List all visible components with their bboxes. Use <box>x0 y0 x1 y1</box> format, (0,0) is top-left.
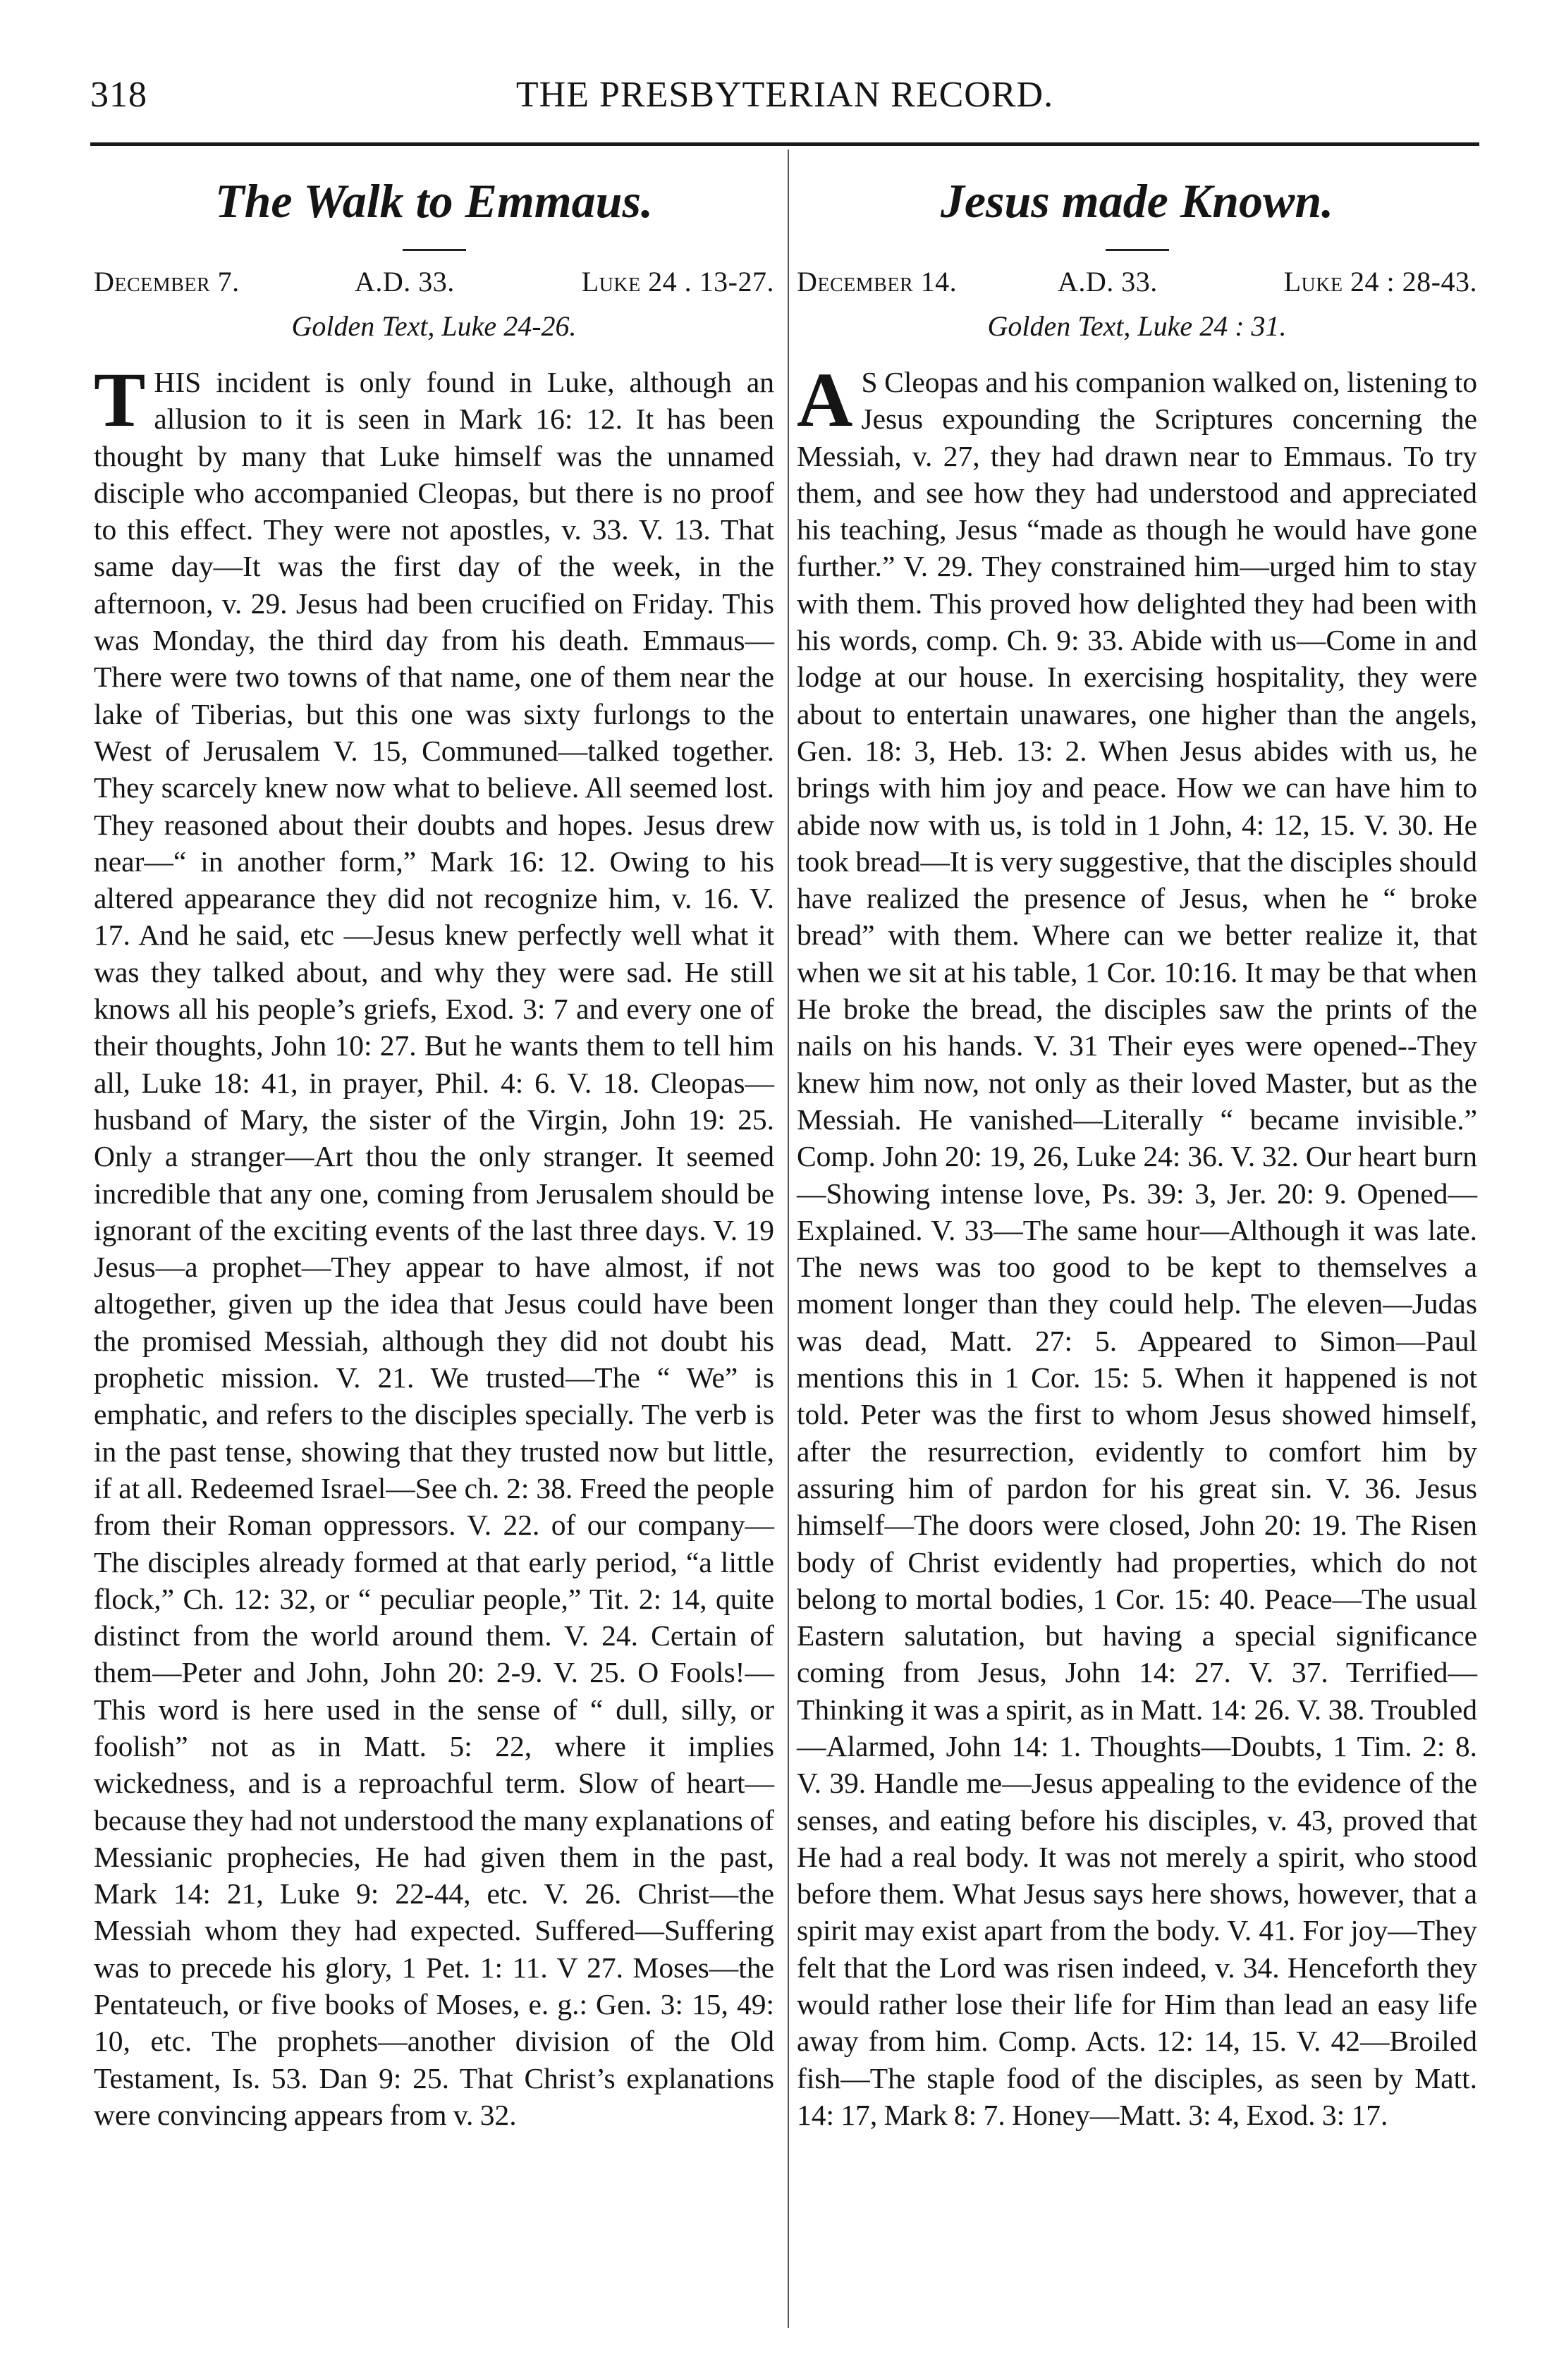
lesson-passage: Luke 24 : 28-43. <box>1283 266 1477 298</box>
title-rule <box>403 249 466 251</box>
lesson-year: A.D. 33. <box>355 266 455 298</box>
lesson-passage: Luke 24 . 13-27. <box>581 266 774 298</box>
lesson-reference <box>797 265 1477 305</box>
title-rule <box>1106 249 1169 251</box>
drop-cap: T <box>94 357 146 443</box>
header-rule <box>90 142 1479 146</box>
lesson-text: HIS incident is only found in Luke, although an allusion to it is seen in Mark 16: 12. It has been thought by many that Luke himself was the unnamed disciple who accompanied Cleopas, but there is no proof to this effect. They were not apostles, v. 33. V. 13. That same day—It was the first day of the week, in the afternoon, v. 29. Jesus had been crucified on Friday. This was Monday, the third day from his death. Emmaus—There were two towns of that name, one of them near the lake of Tiberias, but this one was sixty furlongs to the West of Jerusalem V. 15, Communed—talked together. They scarcely knew now what to believe. All seemed lost. They reasoned about their doubts and hopes. Jesus drew near—“ in another form,” Mark 16: 12. Owing to his altered appearance they did not recognize him, v. 16. V. 17. And he said, etc —Jesus knew perfectly well what it was they talked about, and why they were sad. He still knows all his people’s griefs, Exod. 3: 7 and every one of their thoughts, John 10: 27. But he wants them to tell him all, Luke 18: 41, in prayer, Phil. 4: 6. V. 18. Cleopas—husband of Mary, the sister of the Virgin, John 19: 25. Only a stranger—Art thou the only stranger. It seemed incredible that any one, coming from Jerusalem should be ignorant of the exciting events of the last three days. V. 19 Jesus—a prophet—They appear to have almost, if not altogether, given up the idea that Jesus could have been the promised Messiah, although they did not doubt his prophetic mission. V. 21. We trusted—The “ We” is emphatic, and refers to the disciples specially. The verb is in the past tense, showing that they trusted now but little, if at all. Redeemed Israel—See ch. 2: 38. Freed the people from their Roman oppressors. V. 22. of our company—The disciples already formed at that early period, “a little flock,” Ch. 12: 32, or “ peculiar people,” Tit. 2: 14, quite distinct from the world around them. V. 24. Certain of them—Peter and John, John 20: 2-9. V. 25. O Fools!—This word is here used in the sense of “ dull, silly, or foolish” not as in Matt. 5: 22, where it implies wickedness, and is a reproachful term. Slow of heart—because they had not understood the many explanations of Messianic prophecies, He had given them in the past, Mark 14: 21, Luke 9: 22-44, etc. V. 26. Christ—the Messiah whom they had expected. Suffered—Suffering was to precede his glory, 1 Pet. 1: 11. V 27. Moses—the Pentateuch, or five books of Moses, e. g.: Gen. 3: 15, 49: 10, etc. The prophets—another division of the Old Testament, Is. 53. Dan 9: 25. That Christ’s explanations were convincing appears from v. 32. <box>94 366 774 2131</box>
lesson-body <box>94 357 774 2133</box>
page-number: 318 <box>90 75 147 115</box>
section-title: The Walk to Emmaus. <box>215 174 653 228</box>
running-head <box>90 74 1479 130</box>
lesson-date: December 14. <box>797 266 958 298</box>
golden-text: Golden Text, Luke 24 : 31. <box>987 310 1287 342</box>
journal-title: THE PRESBYTERIAN RECORD. <box>515 75 1054 115</box>
lesson-year: A.D. 33. <box>1058 266 1158 298</box>
lesson-column-left <box>94 166 774 2133</box>
lesson-column-right <box>797 166 1477 2133</box>
lesson-body <box>797 357 1477 2133</box>
section-title: Jesus made Known. <box>940 174 1334 228</box>
lesson-date: December 7. <box>94 266 240 298</box>
lesson-text: S Cleopas and his companion walked on, listening to Jesus expounding the Scriptures concerning the Messiah, v. 27, they had drawn near to Emmaus. To try them, and see how they had understood and appreciated his teaching, Jesus “made as though he would have gone further.” V. 29. They constrained him—urged him to stay with them. This proved how delighted they had been with his words, comp. Ch. 9: 33. Abide with us—Come in and lodge at our house. In exercising hospitality, they were about to entertain unawares, one higher than the angels, Gen. 18: 3, Heb. 13: 2. When Jesus abides with us, he brings with him joy and peace. How we can have him to abide now with us, is told in 1 John, 4: 12, 15. V. 30. He took bread—It is very suggestive, that the disciples should have realized the presence of Jesus, when he “ broke bread” with them. Where can we better realize it, that when we sit at his table, 1 Cor. 10:16. It may be that when He broke the bread, the disciples saw the prints of the nails on his hands. V. 31 Their eyes were opened--They knew him now, not only as their loved Master, but as the Messiah. He vanished—Literally “ became invisible.” Comp. John 20: 19, 26, Luke 24: 36. V. 32. Our heart burn—Showing intense love, Ps. 39: 3, Jer. 20: 9. Opened—Explained. V. 33—The same hour—Although it was late. The news was too good to be kept to themselves a moment longer than they could help. The eleven—Judas was dead, Matt. 27: 5. Appeared to Simon—Paul mentions this in 1 Cor. 15: 5. When it happened is not told. Peter was the first to whom Jesus showed himself, after the resurrection, evidently to comfort him by assuring him of pardon for his great sin. V. 36. Jesus himself—The doors were closed, John 20: 19. The Risen body of Christ evidently had properties, which do not belong to mortal bodies, 1 Cor. 15: 40. Peace—The usual Eastern salutation, but having a special significance coming from Jesus, John 14: 27. V. 37. Terrified—Thinking it was a spirit, as in Matt. 14: 26. V. 38. Troubled—Alarmed, John 14: 1. Thoughts—Doubts, 1 Tim. 2: 8. V. 39. Handle me—Jesus appealing to the evidence of the senses, and eating before his disciples, v. 43, proved that He had a real body. It was not merely a spirit, who stood before them. What Jesus says here shows, however, that a spirit may exist apart from the body. V. 41. For joy—They felt that the Lord was risen indeed, v. 34. Henceforth they would rather lose their life for Him than lead an easy life away from him. Comp. Acts. 12: 14, 15. V. 42—Broiled fish—The staple food of the disciples, as seen by Matt. 14: 17, Mark 8: 7. Honey—Matt. 3: 4, Exod. 3: 17. <box>797 366 1477 2131</box>
drop-cap: A <box>797 357 853 443</box>
column-divider <box>788 149 789 2328</box>
lesson-reference <box>94 265 774 305</box>
golden-text: Golden Text, Luke 24-26. <box>291 310 577 342</box>
